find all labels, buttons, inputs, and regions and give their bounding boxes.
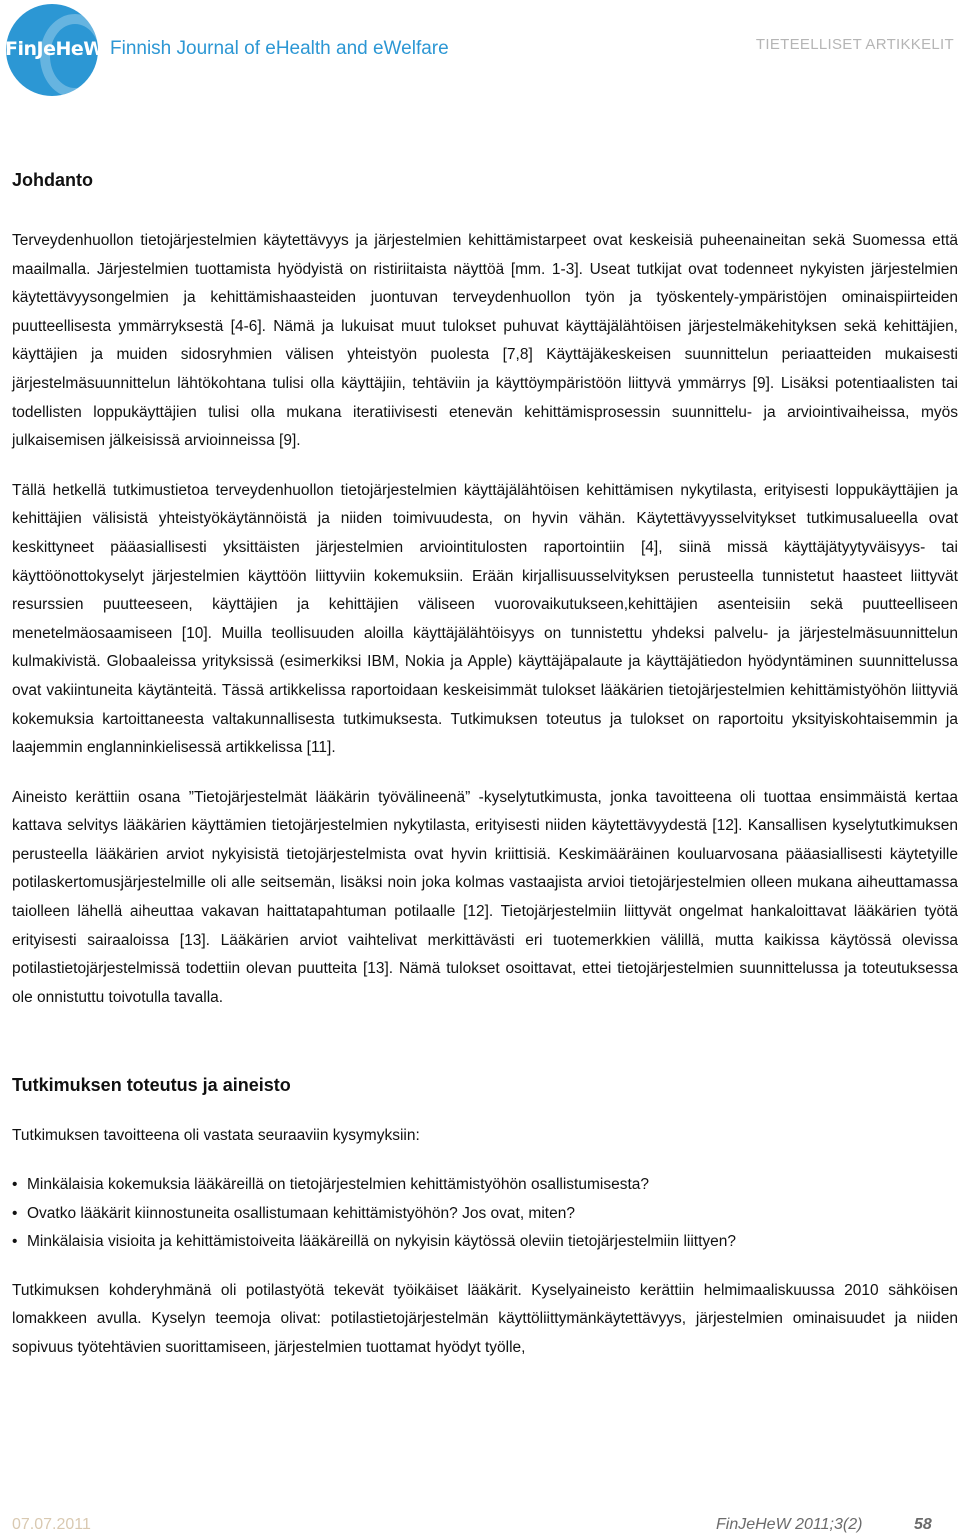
list-item (12, 1171, 958, 1200)
article-body (12, 170, 958, 1363)
page-number: 58 (914, 1516, 932, 1533)
paragraph: Tutkimuksen kohderyhmänä oli potilastyötä tekevät työikäiset lääkärit. Kyselyaineisto kerättiin helmimaaliskuussa 2010 sähköisen lomakkeen avulla. Kyselyn teemoja olivat: potilastietojärjestelmän käyttöliittymänkäytettävyys, järjestelmien ominaisuudet ja niiden sopivuus työtehtävien suorittamiseen, järjestelmien tuottamat hyödyt työlle, (12, 1281, 958, 1356)
paragraph: Terveydenhuollon tietojärjestelmien käytettävyys ja järjestelmien kehittämistarpeet ovat keskeisiä puheenaineitan sekä Suomessa että maailmalla. Järjestelmien tuottamista hyödyistä on ristiriitaista näyttöä [mm. 1-3]. Useat tutkijat ovat todenneet nykyisten järjestelmien käytettävyysongelmien ja kehittämishaasteiden juontuvan terveydenhuollon työn ja työskentely-ympäristöjen ominaispiirteiden puutteellisesta ymmärryksestä [4-6]. Nämä ja lukuisat muut tulokset puhuvat käyttäjälähtöisen järjestelmäkehityksen sekä kehittäjien, käyttäjien ja muiden sidosryhmien välisen yhteistyön puolesta [7,8] Käyttäjäkeskeisen suunnittelun periaatteiden mukaisesti järjestelmäsuunnittelun lähtökohtana tulisi olla käyttäjiin, tehtäviin ja käyttöympäristöön liittyvä ymmärrys [9]. Lisäksi potentiaalisten tai todellisten loppukäyttäjien tulisi olla mukana iteratiivisesti etenevän kehittämisprosessin suunnittelu- ja arviointivaiheissa, myös julkaisemisen jälkeisissä arvioinneissa [9]. (12, 232, 958, 450)
list-item-text: Minkälaisia kokemuksia lääkäreillä on tietojärjestelmien kehittämistyöhön osallistumisesta? (27, 1176, 650, 1194)
list-item (12, 1200, 958, 1229)
footer-citation: FinJeHeW 2011;3(2) (716, 1516, 863, 1533)
list-item (12, 1228, 958, 1257)
section-heading-toteutus: Tutkimuksen toteutus ja aineisto (12, 1075, 291, 1096)
paragraph: Tällä hetkellä tutkimustietoa terveydenhuollon tietojärjestelmien käyttäjälähtöisen kehittämisen nykytilasta, erityisesti loppukäyttäjien ja kehittäjien välisistä yhteistyökäytännöistä ja niiden toimivuudesta, on hyvin vähän. Käytettävyysselvitykset tutkimusalueella ovat keskittyneet pääasiallisesti yksittäisten järjestelmien arviointitulosten raportointiin [4], siinä missä käyttäjätyytyväisyys- tai käyttöönottokyselyt järjestelmien käyttöön liittyviin kokemuksiin. Erään kirjallisuusselvityksen perusteella tunnistetut haasteet liittyvät resurssien puutteeseen, käyttäjien ja kehittäjien väliseen vuorovaikutukseen,kehittäjien asenteisiin sekä puutteelliseen menetelmäosaamiseen [10]. Muilla teollisuuden aloilla käyttäjälähtöisyys on tunnistettu yhdeksi palvelu- ja järjestelmäsuunnittelun kulmakivistä. Globaaleissa yrityksissä (esimerkiksi IBM, Nokia ja Apple) käyttäjäpalaute ja käyttäjätiedon hyödyntäminen suunnittelussa ovat vakiintuneita käytänteitä. Tässä artikkelissa raportoidaan keskeisimmät tulokset lääkärien tietojärjestelmien kehittämistyöhön liittyviä kokemuksia kartoittaneesta valtakunnallisesta tutkimuksesta. Tutkimuksen toteutus ja tulokset on raportoitu yksityiskohtaisemmin ja laajemmin englanninkielisessä artikkelissa [11]. (12, 481, 958, 757)
journal-name: Finnish Journal of eHealth and eWelfare (110, 38, 449, 59)
footer-date: 07.07.2011 (12, 1516, 91, 1533)
logo-text: FinJeHeW (5, 38, 104, 60)
paragraph: Tutkimuksen tavoitteena oli vastata seuraaviin kysymyksiin: (12, 1127, 420, 1145)
list-item-text: Ovatko lääkärit kiinnostuneita osallistumaan kehittämistyöhön? Jos ovat, miten? (27, 1204, 575, 1222)
page-header (0, 0, 960, 100)
bullet-icon: • (12, 1204, 18, 1222)
bullet-icon: • (12, 1233, 18, 1251)
section-heading-johdanto: Johdanto (12, 170, 93, 190)
section-label: TIETEELLISET ARTIKKELIT (755, 36, 954, 53)
list-item-text: Minkälaisia visioita ja kehittämistoiveita lääkäreillä on nykyisin käytössä oleviin tietojärjestelmiin liittyen? (27, 1233, 737, 1251)
paragraph: Aineisto kerättiin osana ”Tietojärjestelmät lääkärin työvälineenä” -kyselytutkimusta, jonka tavoitteena oli tuottaa ensimmäistä kertaa kattava selvitys lääkärien käyttämien tietojärjestelmien nykytilasta, erityisesti niiden käytettävyydestä [12]. Kansallisen kyselytutkimuksen perusteella lääkärien arviot nykyisistä tietojärjestelmista ovat hyvin kriittisiä. Keskimääräinen kouluarvosana pääasiallisesti käytetyille potilaskertomusjärjestelmille oli alle seitsemän, lisäksi noin joka kolmas vastaajista arvioi tietojärjestelmien olleen mukana aiheuttamassa taiolleen lähellä aiheuttaa vakavan haittatapahtuman potilaalle [12]. Tietojärjestelmiin liittyvät ongelmat hankaloittavat lääkärien työtä erityisesti sairaaloissa [13]. Lääkärien arviot vaihtelivat merkittävästi eri tuotemerkkien välillä, mutta kaikissa käytössä olevissa potilastietojärjestelmissä todettiin olevan puutteita [13]. Nämä tulokset osoittavat, ettei tietojärjestelmien suunnittelussa ja toteutuksessa ole onnistuttu toivotulla tavalla. (12, 788, 958, 1006)
question-list (12, 1171, 958, 1257)
page-footer (0, 1512, 960, 1539)
bullet-icon: • (12, 1176, 18, 1194)
